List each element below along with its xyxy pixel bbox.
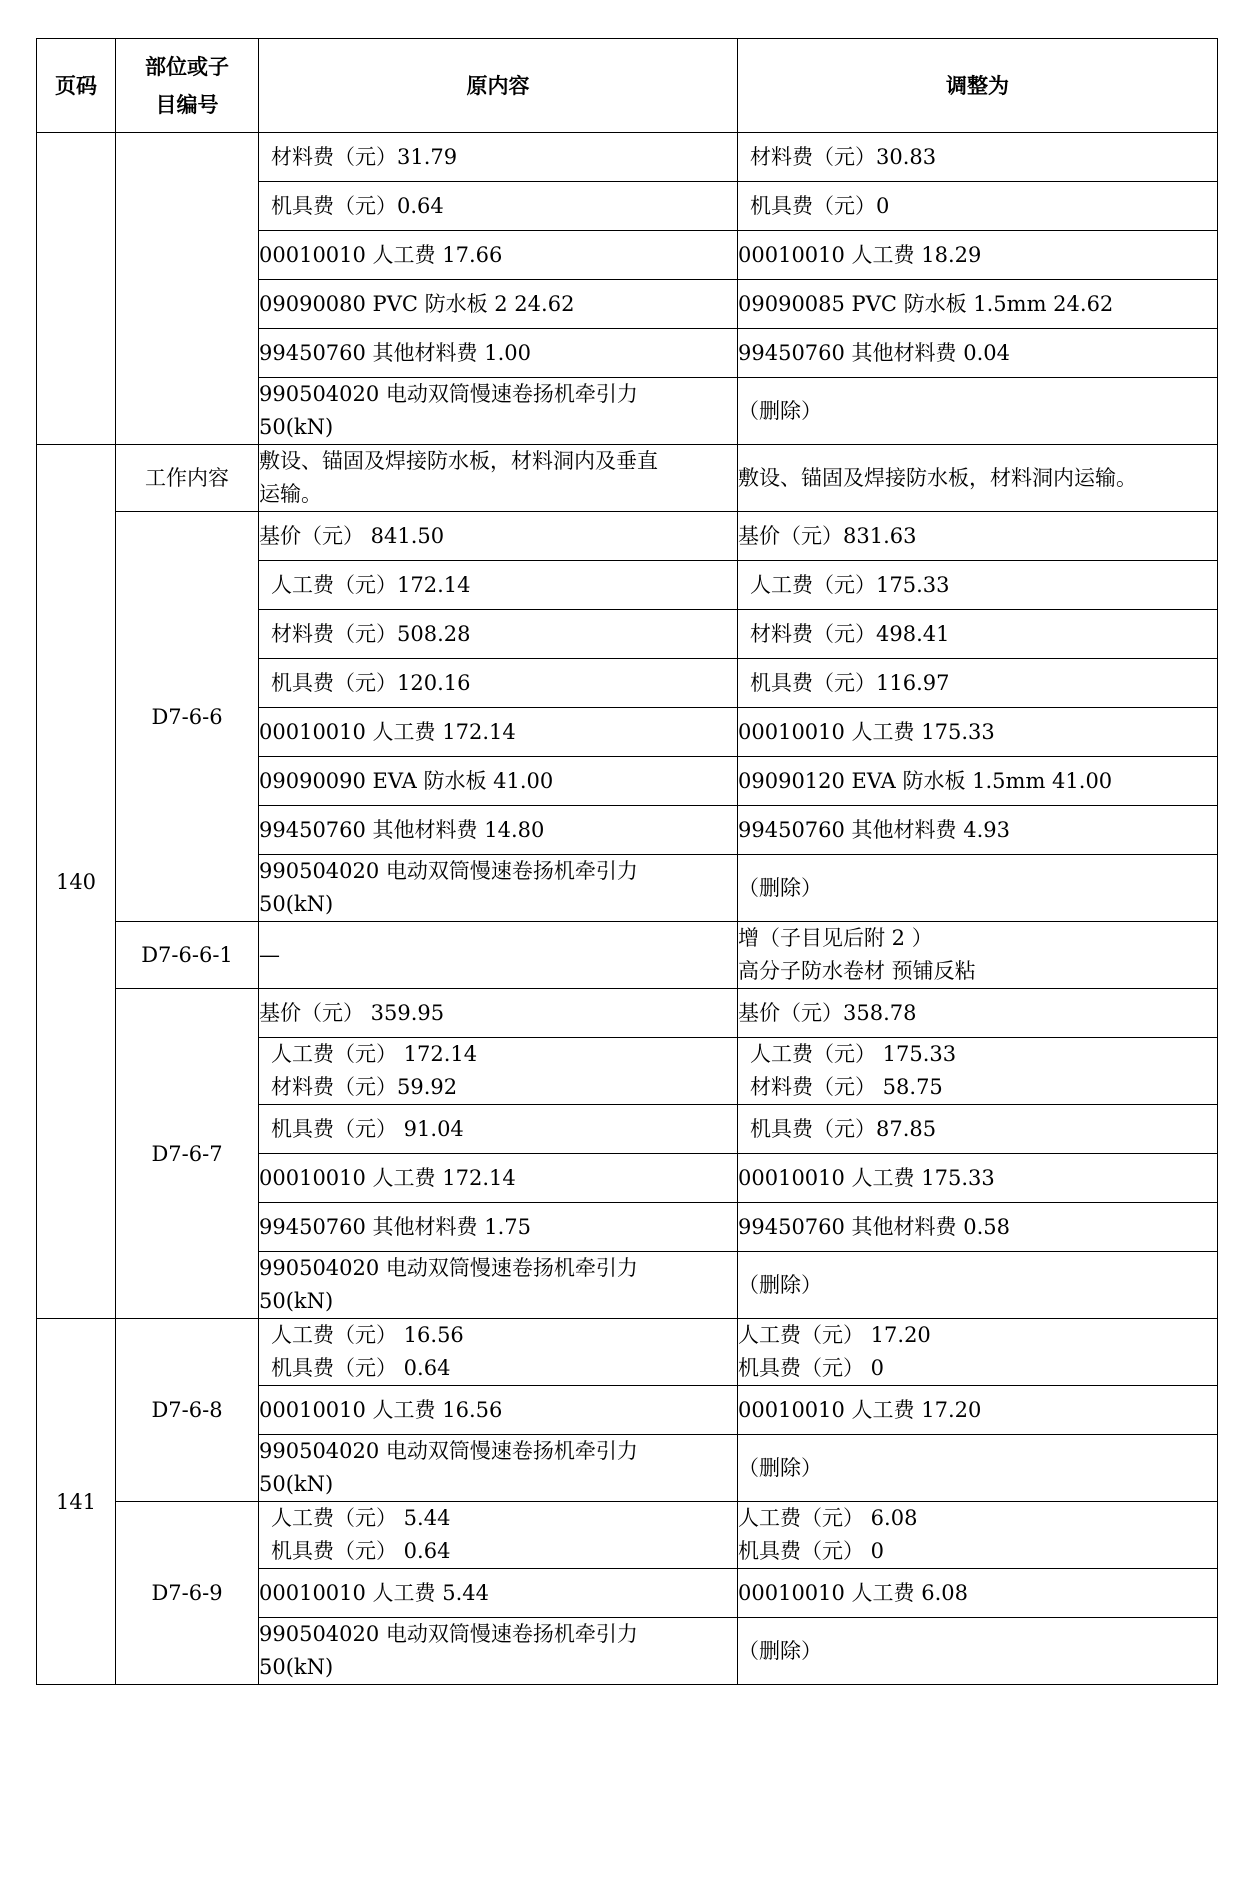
adjusted-content-cell-line: 人工费（元） 17.20 [738,1323,931,1347]
adjusted-content-cell [738,1154,1218,1203]
original-content-cell-line: 99450760 其他材料费 1.75 [259,1215,531,1239]
original-content-cell [259,561,738,610]
adjusted-content-cell [738,757,1218,806]
original-content-cell [259,445,738,512]
adjusted-content-cell-line: 基价（元）358.78 [738,1001,917,1025]
original-content-cell-line: 机具费（元） 0.64 [271,1539,451,1563]
original-content-cell [259,757,738,806]
adjusted-content-cell [738,806,1218,855]
adjusted-content-cell-line: 高分子防水卷材 预铺反粘 [738,959,976,983]
adjusted-content-cell [738,1618,1218,1685]
adjusted-content-cell [738,922,1218,989]
original-content-cell [259,329,738,378]
original-content-cell [259,1569,738,1618]
original-content-cell-line: 材料费（元）508.28 [271,622,471,646]
adjusted-content-cell [738,445,1218,512]
original-content-cell-line: 机具费（元） 0.64 [271,1356,451,1380]
original-content-cell-line: 990504020 电动双筒慢速卷扬机牵引力 [259,1256,638,1280]
col-header-original: 原内容 [259,39,738,133]
adjusted-content-cell [738,378,1218,445]
original-content-cell [259,378,738,445]
item-code-cell: D7-6-9 [116,1502,259,1685]
adjusted-content-cell-line: 基价（元）831.63 [738,524,917,548]
original-content-cell-line: 990504020 电动双筒慢速卷扬机牵引力 [259,382,638,406]
original-content-cell [259,133,738,182]
original-content-cell-line: — [259,943,280,967]
adjusted-content-cell [738,989,1218,1038]
original-content-cell-line: 人工费（元）172.14 [271,573,471,597]
adjusted-content-cell-line: 机具费（元） 0 [738,1356,885,1380]
adjusted-content-cell-line: （删除） [738,1639,822,1663]
original-content-cell [259,231,738,280]
original-content-cell-line: 99450760 其他材料费 1.00 [259,341,531,365]
adjusted-content-cell [738,329,1218,378]
original-content-cell [259,708,738,757]
table-row [37,133,1218,182]
original-content-cell [259,806,738,855]
original-content-cell-line: 50(kN) [259,415,334,439]
adjusted-content-cell [738,133,1218,182]
original-content-cell [259,1154,738,1203]
adjusted-content-cell [738,512,1218,561]
adjusted-content-cell-line: 00010010 人工费 17.20 [738,1398,982,1422]
original-content-cell-line: 基价（元） 359.95 [259,1001,445,1025]
adjusted-content-cell-line: （删除） [738,399,822,423]
original-content-cell-line: 50(kN) [259,1472,334,1496]
table-row [37,1502,1218,1569]
original-content-cell-line: 00010010 人工费 172.14 [259,1166,516,1190]
item-code-cell: D7-6-6 [116,512,259,922]
adjusted-content-cell-line: 增（子目见后附 2 ） [738,926,933,950]
col-header-item-line2: 目编号 [155,91,219,117]
adjusted-content-cell-line: （删除） [738,876,822,900]
original-content-cell [259,1252,738,1319]
col-header-item-line1: 部位或子 [145,53,229,79]
original-content-cell-line: 00010010 人工费 5.44 [259,1581,489,1605]
original-content-cell-line: 人工费（元） 16.56 [271,1323,464,1347]
original-content-cell [259,1502,738,1569]
original-content-cell-line: 09090090 EVA 防水板 41.00 [259,769,554,793]
adjusted-content-cell-line: 敷设、锚固及焊接防水板，材料洞内运输。 [738,466,1137,490]
col-header-item [116,39,259,133]
adjusted-content-cell [738,659,1218,708]
original-content-cell-line: 机具费（元）120.16 [271,671,471,695]
original-content-cell-line: 基价（元） 841.50 [259,524,445,548]
original-content-cell [259,610,738,659]
adjusted-content-cell [738,1252,1218,1319]
table-header [37,39,1218,133]
original-content-cell [259,989,738,1038]
adjusted-content-cell-line: 00010010 人工费 6.08 [738,1581,968,1605]
item-code-cell: D7-6-6-1 [116,922,259,989]
adjusted-content-cell-line: 00010010 人工费 175.33 [738,1166,995,1190]
original-content-cell [259,1319,738,1386]
adjusted-content-cell-line: 09090085 PVC 防水板 1.5mm 24.62 [738,292,1114,316]
table-row [37,512,1218,561]
original-content-cell [259,855,738,922]
adjusted-content-cell-line: 09090120 EVA 防水板 1.5mm 41.00 [738,769,1113,793]
original-content-cell [259,1038,738,1105]
page-number-cell: 141 [37,1319,116,1685]
adjusted-content-cell-line: （删除） [738,1456,822,1480]
adjusted-content-cell [738,610,1218,659]
adjusted-content-cell [738,1203,1218,1252]
original-content-cell-line: 人工费（元） 5.44 [271,1506,451,1530]
original-content-cell [259,922,738,989]
adjusted-content-cell [738,1569,1218,1618]
original-content-cell-line: 990504020 电动双筒慢速卷扬机牵引力 [259,1439,638,1463]
adjusted-content-cell-line: 机具费（元）116.97 [750,671,950,695]
col-header-adjusted: 调整为 [738,39,1218,133]
adjusted-content-cell [738,855,1218,922]
original-content-cell-line: 50(kN) [259,1289,334,1313]
adjusted-content-cell-line: 材料费（元）498.41 [750,622,950,646]
table-row [37,989,1218,1038]
table-row [37,445,1218,512]
adjusted-content-cell [738,1319,1218,1386]
original-content-cell-line: 机具费（元） 91.04 [271,1117,464,1141]
original-content-cell [259,512,738,561]
adjusted-content-cell-line: 材料费（元）30.83 [750,145,937,169]
adjusted-content-cell [738,1038,1218,1105]
adjusted-content-cell [738,231,1218,280]
original-content-cell [259,1435,738,1502]
adjusted-content-cell-line: 00010010 人工费 175.33 [738,720,995,744]
page-number-cell: 140 [37,445,116,1319]
original-content-cell-line: 990504020 电动双筒慢速卷扬机牵引力 [259,859,638,883]
original-content-cell-line: 50(kN) [259,892,334,916]
original-content-cell [259,1386,738,1435]
original-content-cell-line: 00010010 人工费 17.66 [259,243,503,267]
original-content-cell-line: 00010010 人工费 172.14 [259,720,516,744]
adjusted-content-cell [738,182,1218,231]
adjusted-content-cell-line: 材料费（元） 58.75 [750,1075,943,1099]
original-content-cell-line: 09090080 PVC 防水板 2 24.62 [259,292,575,316]
adjusted-content-cell-line: 99450760 其他材料费 4.93 [738,818,1010,842]
adjusted-content-cell [738,1386,1218,1435]
table-body [37,133,1218,1685]
original-content-cell-line: 人工费（元） 172.14 [271,1042,478,1066]
item-code-cell: 工作内容 [116,445,259,512]
adjusted-content-cell-line: （删除） [738,1273,822,1297]
original-content-cell [259,659,738,708]
original-content-cell [259,1203,738,1252]
adjusted-content-cell [738,561,1218,610]
original-content-cell-line: 敷设、锚固及焊接防水板，材料洞内及垂直 [259,449,658,473]
original-content-cell-line: 00010010 人工费 16.56 [259,1398,503,1422]
table-row [37,1319,1218,1386]
col-header-page: 页码 [37,39,116,133]
original-content-cell [259,1105,738,1154]
page-number-cell [37,133,116,445]
adjusted-content-cell-line: 机具费（元）0 [750,194,890,218]
item-code-cell [116,133,259,445]
original-content-cell-line: 材料费（元）59.92 [271,1075,458,1099]
adjusted-content-cell-line: 人工费（元） 175.33 [750,1042,957,1066]
original-content-cell-line: 材料费（元）31.79 [271,145,458,169]
original-content-cell [259,182,738,231]
original-content-cell-line: 990504020 电动双筒慢速卷扬机牵引力 [259,1622,638,1646]
adjusted-content-cell [738,280,1218,329]
item-code-cell: D7-6-8 [116,1319,259,1502]
adjusted-content-cell-line: 机具费（元）87.85 [750,1117,937,1141]
original-content-cell-line: 机具费（元）0.64 [271,194,444,218]
adjusted-content-cell-line: 99450760 其他材料费 0.58 [738,1215,1010,1239]
adjustment-table [36,38,1218,1685]
adjusted-content-cell [738,708,1218,757]
item-code-cell: D7-6-7 [116,989,259,1319]
adjusted-content-cell-line: 00010010 人工费 18.29 [738,243,982,267]
adjusted-content-cell [738,1435,1218,1502]
adjusted-content-cell-line: 99450760 其他材料费 0.04 [738,341,1010,365]
original-content-cell-line: 50(kN) [259,1655,334,1679]
adjusted-content-cell-line: 机具费（元） 0 [738,1539,885,1563]
adjusted-content-cell [738,1105,1218,1154]
original-content-cell [259,1618,738,1685]
original-content-cell-line: 99450760 其他材料费 14.80 [259,818,545,842]
adjusted-content-cell-line: 人工费（元） 6.08 [738,1506,918,1530]
original-content-cell [259,280,738,329]
adjusted-content-cell-line: 人工费（元）175.33 [750,573,950,597]
table-row [37,922,1218,989]
original-content-cell-line: 运输。 [259,482,322,506]
adjusted-content-cell [738,1502,1218,1569]
